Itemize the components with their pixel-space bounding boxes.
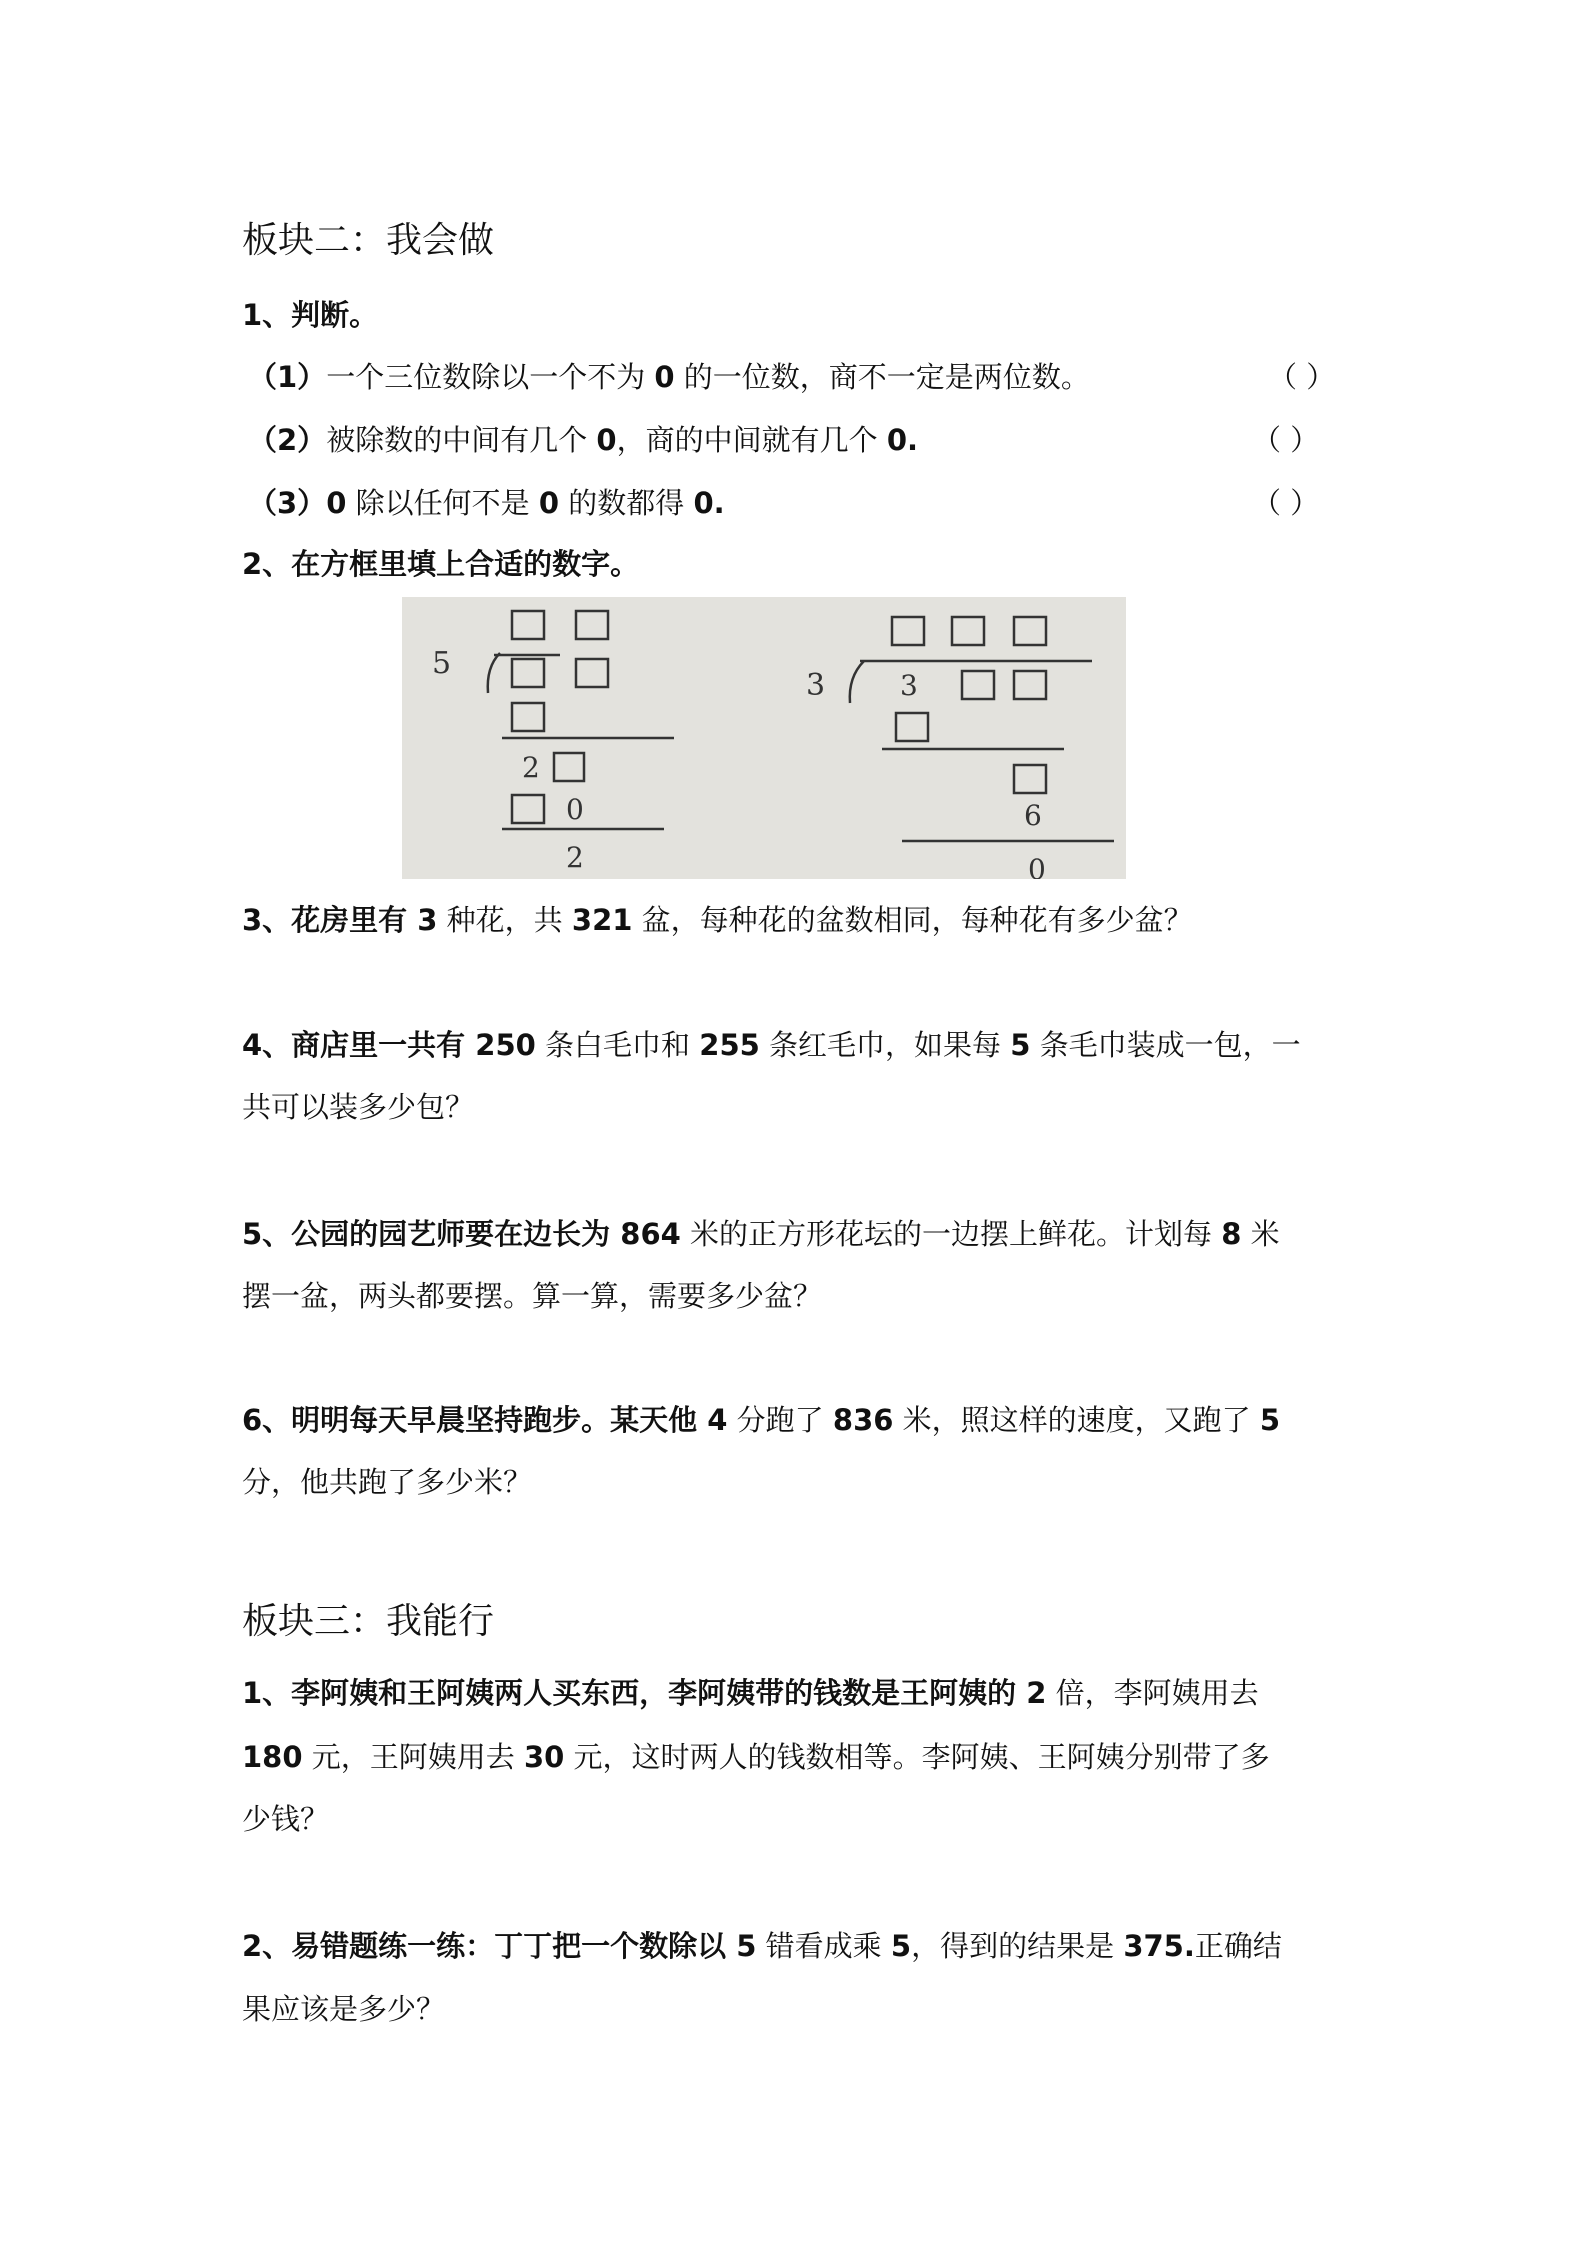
q2-label: 2、在方框里填上合适的数字。 [242, 547, 640, 581]
s3-q1-line-2: 180 元，王阿姨用去 30 元，这时两人的钱数相等。李阿姨、王阿姨分别带了多 [242, 1740, 1270, 1774]
left-quotient-box-1 [512, 611, 544, 639]
left-row-digit-1: 2 [522, 751, 540, 784]
left-row-digit-2: 0 [566, 793, 584, 826]
q4-line-2: 共可以装多少包？ [242, 1090, 475, 1124]
right-step-box-1 [896, 713, 928, 741]
q5-line-2: 摆一盆，两头都要摆。算一算，需要多少盆？ [242, 1279, 823, 1313]
judge-item-3: （3）0 除以任何不是 0 的数都得 0. [248, 486, 725, 520]
right-dividend-box-1 [962, 671, 994, 699]
s3-q2-line-1: 2、易错题练一练：丁丁把一个数除以 5 错看成乘 5，得到的结果是 375.正确结 [242, 1929, 1282, 1963]
long-division-figure [402, 597, 1126, 879]
q3-text: 3、花房里有 3 种花，共 321 盆，每种花的盆数相同，每种花有多少盆？ [242, 903, 1193, 937]
judge-answer-1[interactable]: （ ） [1268, 360, 1336, 394]
left-step-box-2 [554, 753, 584, 781]
s3-q1-line-3: 少钱？ [242, 1802, 330, 1836]
q6-line-2: 分，他共跑了多少米？ [242, 1465, 533, 1499]
left-dividend-box-2 [576, 659, 608, 687]
left-step-box-3 [512, 795, 544, 823]
left-remainder: 2 [566, 841, 584, 874]
right-step-box-2 [1014, 765, 1046, 793]
s3-q1-line-1: 1、李阿姨和王阿姨两人买东西，李阿姨带的钱数是王阿姨的 2 倍，李阿姨用去 [242, 1676, 1259, 1710]
q4-line-1: 4、商店里一共有 250 条白毛巾和 255 条红毛巾，如果每 5 条毛巾装成一包，一 [242, 1028, 1301, 1062]
q5-line-1: 5、公园的园艺师要在边长为 864 米的正方形花坛的一边摆上鲜花。计划每 8 米 [242, 1217, 1280, 1251]
right-divisor: 3 [806, 668, 826, 703]
right-dividend-digit: 3 [900, 669, 918, 702]
right-quotient-box-3 [1014, 617, 1046, 645]
judge-item-2: （2）被除数的中间有几个 0，商的中间就有几个 0. [248, 423, 919, 457]
q1-label: 1、判断。 [242, 298, 379, 332]
left-bracket [488, 653, 500, 693]
left-divisor: 5 [432, 646, 452, 681]
right-quotient-box-2 [952, 617, 984, 645]
left-step-box-1 [512, 703, 544, 731]
s3-q2-line-2: 果应该是多少？ [242, 1992, 446, 2026]
section3-title: 板块三：我能行 [242, 1601, 495, 1642]
q6-line-1: 6、明明每天早晨坚持跑步。某天他 4 分跑了 836 米，照这样的速度，又跑了 5 [242, 1403, 1281, 1437]
right-remainder: 0 [1028, 853, 1046, 879]
section2-title: 板块二：我会做 [242, 220, 495, 261]
right-dividend-box-2 [1014, 671, 1046, 699]
right-row-digit: 6 [1024, 799, 1042, 832]
judge-answer-2[interactable]: （ ） [1252, 423, 1320, 457]
judge-answer-3[interactable]: （ ） [1252, 486, 1320, 520]
left-dividend-box-1 [512, 659, 544, 687]
right-quotient-box-1 [892, 617, 924, 645]
right-bracket [850, 661, 864, 703]
left-quotient-box-2 [576, 611, 608, 639]
judge-item-1: （1）一个三位数除以一个不为 0 的一位数，商不一定是两位数。 [248, 360, 1090, 394]
